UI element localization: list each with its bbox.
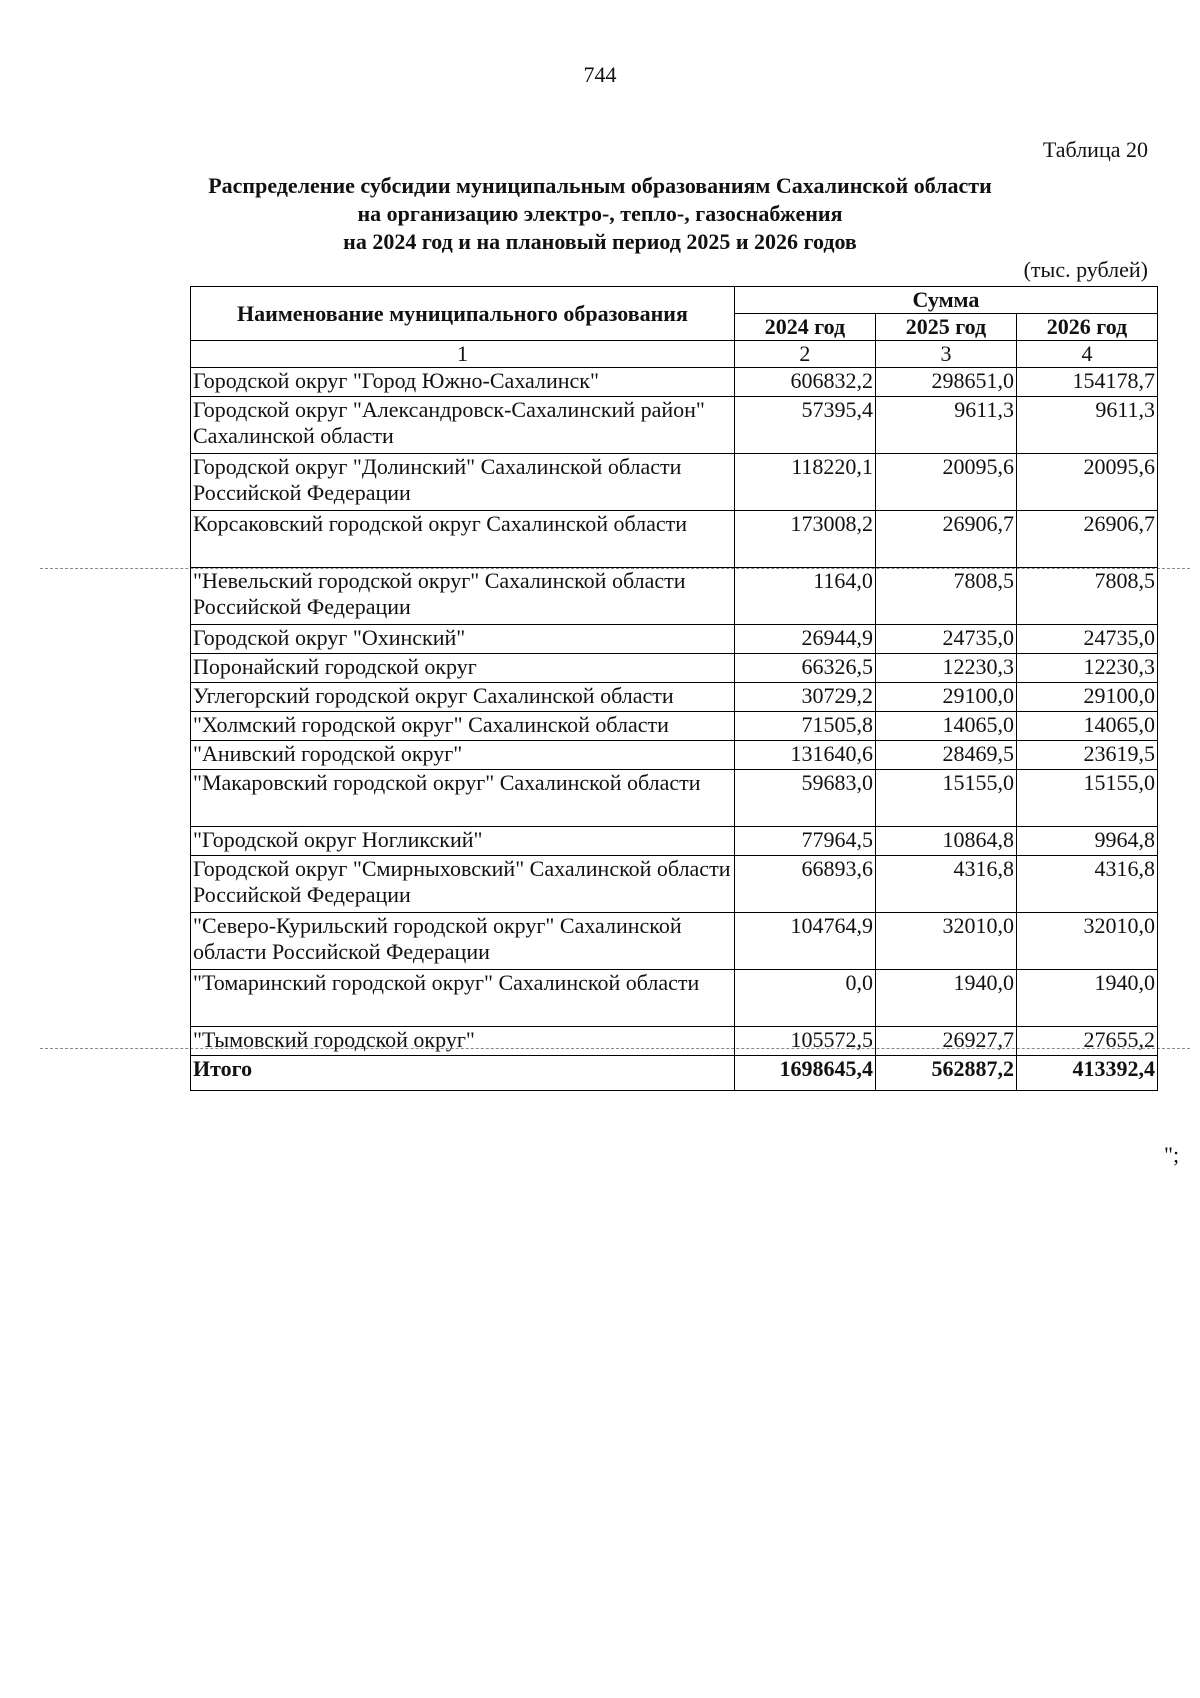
- value-2025: 1940,0: [875, 970, 1016, 1027]
- units-label: (тыс. рублей): [1023, 257, 1148, 282]
- value-2026: 23619,5: [1016, 741, 1157, 770]
- value-2024: 71505,8: [734, 712, 875, 741]
- value-2024: 57395,4: [734, 397, 875, 454]
- municipality-name: "Невельский городской округ" Сахалинской области Российской Федерации: [191, 568, 735, 625]
- table-row: [191, 397, 1158, 454]
- table-row: [191, 368, 1158, 397]
- value-2025: 10864,8: [875, 827, 1016, 856]
- value-2024: 104764,9: [734, 913, 875, 970]
- value-2026: 1940,0: [1016, 970, 1157, 1027]
- total-2026: 413392,4: [1016, 1056, 1157, 1091]
- table-row: [191, 654, 1158, 683]
- value-2025: 20095,6: [875, 454, 1016, 511]
- table-row: [191, 741, 1158, 770]
- column-number: 3: [875, 341, 1016, 368]
- table-row: [191, 683, 1158, 712]
- total-row: [191, 1056, 1158, 1091]
- value-2025: 28469,5: [875, 741, 1016, 770]
- value-2026: 12230,3: [1016, 654, 1157, 683]
- value-2025: 12230,3: [875, 654, 1016, 683]
- value-2025: 26927,7: [875, 1027, 1016, 1056]
- total-2024: 1698645,4: [734, 1056, 875, 1091]
- title-line-2: на организацию электро-, тепло-, газоснабжения: [357, 201, 843, 226]
- value-2024: 26944,9: [734, 625, 875, 654]
- value-2026: 154178,7: [1016, 368, 1157, 397]
- value-2025: 7808,5: [875, 568, 1016, 625]
- title-line-3: на 2024 год и на плановый период 2025 и 2026 годов: [343, 229, 857, 254]
- total-2025: 562887,2: [875, 1056, 1016, 1091]
- value-2025: 32010,0: [875, 913, 1016, 970]
- column-number-row: [191, 341, 1158, 368]
- table-row: [191, 454, 1158, 511]
- table-row: [191, 568, 1158, 625]
- header-year-2025: 2025 год: [875, 314, 1016, 341]
- municipality-name: "Томаринский городской округ" Сахалинской области: [191, 970, 735, 1027]
- column-number: 2: [734, 341, 875, 368]
- municipality-name: "Тымовский городской округ": [191, 1027, 735, 1056]
- municipality-name: "Городской округ Ногликский": [191, 827, 735, 856]
- municipality-name: "Северо-Курильский городской округ" Сахалинской области Российской Федерации: [191, 913, 735, 970]
- municipality-name: Городской округ "Александровск-Сахалинский район" Сахалинской области: [191, 397, 735, 454]
- value-2026: 9964,8: [1016, 827, 1157, 856]
- value-2026: 24735,0: [1016, 625, 1157, 654]
- value-2025: 298651,0: [875, 368, 1016, 397]
- value-2024: 606832,2: [734, 368, 875, 397]
- municipality-name: "Холмский городской округ" Сахалинской области: [191, 712, 735, 741]
- value-2026: 29100,0: [1016, 683, 1157, 712]
- document-title: [180, 172, 1020, 256]
- value-2024: 30729,2: [734, 683, 875, 712]
- municipality-name: "Макаровский городской округ" Сахалинской области: [191, 770, 735, 827]
- municipality-name: Поронайский городской округ: [191, 654, 735, 683]
- value-2026: 20095,6: [1016, 454, 1157, 511]
- value-2026: 15155,0: [1016, 770, 1157, 827]
- value-2026: 32010,0: [1016, 913, 1157, 970]
- municipality-name: Углегорский городской округ Сахалинской области: [191, 683, 735, 712]
- value-2025: 29100,0: [875, 683, 1016, 712]
- municipality-name: Городской округ "Долинский" Сахалинской области Российской Федерации: [191, 454, 735, 511]
- value-2025: 24735,0: [875, 625, 1016, 654]
- municipality-name: Корсаковский городской округ Сахалинской области: [191, 511, 735, 568]
- value-2024: 66893,6: [734, 856, 875, 913]
- value-2024: 118220,1: [734, 454, 875, 511]
- value-2024: 77964,5: [734, 827, 875, 856]
- municipality-name: Городской округ "Смирныховский" Сахалинской области Российской Федерации: [191, 856, 735, 913]
- municipality-name: "Анивский городской округ": [191, 741, 735, 770]
- municipality-name: Городской округ "Охинский": [191, 625, 735, 654]
- table-row: [191, 970, 1158, 1027]
- value-2024: 1164,0: [734, 568, 875, 625]
- page-number: 744: [583, 62, 617, 87]
- header-year-2026: 2026 год: [1016, 314, 1157, 341]
- table-label: Таблица 20: [1042, 137, 1148, 162]
- table-row: [191, 511, 1158, 568]
- table-row: [191, 625, 1158, 654]
- column-number: 1: [191, 341, 735, 368]
- value-2026: 26906,7: [1016, 511, 1157, 568]
- value-2024: 66326,5: [734, 654, 875, 683]
- value-2024: 131640,6: [734, 741, 875, 770]
- table-row: [191, 1027, 1158, 1056]
- value-2026: 27655,2: [1016, 1027, 1157, 1056]
- value-2026: 14065,0: [1016, 712, 1157, 741]
- table-row: [191, 712, 1158, 741]
- table-row: [191, 856, 1158, 913]
- header-sum: Сумма: [734, 287, 1157, 314]
- header-year-2024: 2024 год: [734, 314, 875, 341]
- value-2026: 7808,5: [1016, 568, 1157, 625]
- value-2025: 14065,0: [875, 712, 1016, 741]
- table-row: [191, 827, 1158, 856]
- header-name: Наименование муниципального образования: [191, 287, 735, 341]
- column-number: 4: [1016, 341, 1157, 368]
- value-2024: 105572,5: [734, 1027, 875, 1056]
- value-2025: 9611,3: [875, 397, 1016, 454]
- value-2024: 173008,2: [734, 511, 875, 568]
- total-label: Итого: [191, 1056, 735, 1091]
- municipality-name: Городской округ "Город Южно-Сахалинск": [191, 368, 735, 397]
- value-2025: 26906,7: [875, 511, 1016, 568]
- table-row: [191, 770, 1158, 827]
- table-row: [191, 913, 1158, 970]
- value-2025: 15155,0: [875, 770, 1016, 827]
- value-2024: 0,0: [734, 970, 875, 1027]
- title-line-1: Распределение субсидии муниципальным образованиям Сахалинской области: [208, 173, 992, 198]
- value-2025: 4316,8: [875, 856, 1016, 913]
- value-2026: 4316,8: [1016, 856, 1157, 913]
- value-2024: 59683,0: [734, 770, 875, 827]
- subsidy-table: [190, 286, 1158, 1091]
- value-2026: 9611,3: [1016, 397, 1157, 454]
- closing-quote: ";: [1164, 1142, 1180, 1167]
